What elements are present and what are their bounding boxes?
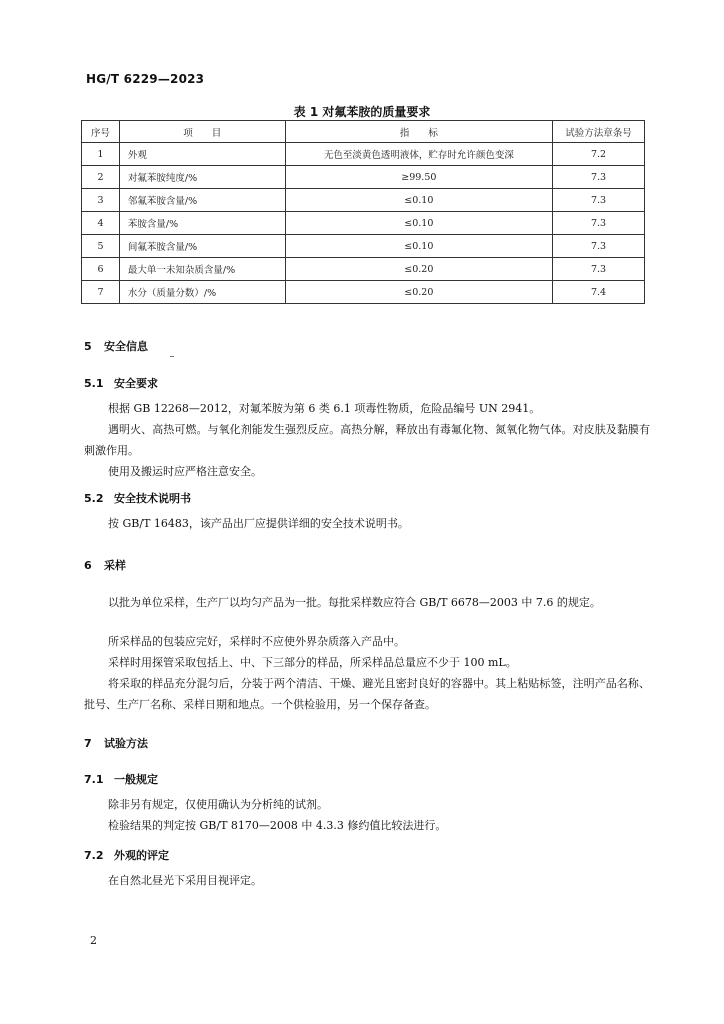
table-cell: 间氟苯胺含量/% bbox=[119, 235, 285, 258]
table-row bbox=[82, 258, 645, 281]
column-header: 序号 bbox=[82, 121, 120, 143]
column-header: 指 标 bbox=[285, 121, 553, 143]
section-title: 试验方法 bbox=[104, 737, 148, 750]
table-cell: 7.3 bbox=[553, 258, 645, 281]
paragraph: 除非另有规定，仅使用确认为分析纯的试剂。 bbox=[108, 798, 328, 811]
subsection-heading bbox=[84, 771, 158, 787]
section-number: 7 bbox=[84, 737, 92, 750]
quality-requirements-table bbox=[81, 120, 645, 304]
table-cell: 7.3 bbox=[553, 166, 645, 189]
section-title: 采样 bbox=[104, 559, 126, 572]
page-number: 2 bbox=[90, 934, 97, 947]
section-number: 5.1 bbox=[84, 377, 104, 390]
paragraph: 遇明火、高热可燃。与氧化剂能发生强烈反应。高热分解，释放出有毒氟化物、氮氧化物气体。对皮肤及黏膜有刺激作用。 bbox=[84, 423, 650, 457]
subsection-heading bbox=[84, 375, 158, 391]
table-cell: 最大单一未知杂质含量/% bbox=[119, 258, 285, 281]
table-cell: 3 bbox=[82, 189, 120, 212]
column-header: 项 目 bbox=[119, 121, 285, 143]
table-row bbox=[82, 235, 645, 258]
table-cell: 邻氟苯胺含量/% bbox=[119, 189, 285, 212]
table-cell: 7.3 bbox=[553, 235, 645, 258]
paragraph: 将采取的样品充分混匀后，分装于两个清洁、干燥、避光且密封良好的容器中。其上粘贴标签，注明产品名称、批号、生产厂名称、采样日期和地点。一个供检验用，另一个保存备查。 bbox=[84, 677, 650, 711]
table-cell: ≤0.20 bbox=[285, 258, 553, 281]
standard-code: HG/T 6229—2023 bbox=[86, 72, 205, 86]
table-cell: 外观 bbox=[119, 143, 285, 166]
section-title: 安全要求 bbox=[114, 377, 158, 390]
table-cell: ≤0.10 bbox=[285, 212, 553, 235]
table-row bbox=[82, 212, 645, 235]
table-cell: 对氟苯胺纯度/% bbox=[119, 166, 285, 189]
table-cell: 水分（质量分数）/% bbox=[119, 281, 285, 304]
table-cell: 7.3 bbox=[553, 212, 645, 235]
section-title: 安全信息 bbox=[104, 340, 148, 353]
paragraph: 以批为单位采样，生产厂以均匀产品为一批。每批采样数应符合 GB/T 6678—2003 中 7.6 的规定。 bbox=[108, 596, 601, 609]
section-number: 5 bbox=[84, 340, 92, 353]
section-number: 7.2 bbox=[84, 849, 104, 862]
table-cell: 5 bbox=[82, 235, 120, 258]
section-title: 外观的评定 bbox=[114, 849, 169, 862]
table-cell: 4 bbox=[82, 212, 120, 235]
table-cell: 6 bbox=[82, 258, 120, 281]
table-cell: 1 bbox=[82, 143, 120, 166]
paragraph: 在自然北昼光下采用目视评定。 bbox=[108, 874, 262, 887]
paragraph: 检验结果的判定按 GB/T 8170—2008 中 4.3.3 修约值比较法进行。 bbox=[108, 819, 447, 832]
table-cell: ≤0.20 bbox=[285, 281, 553, 304]
table-cell: 7 bbox=[82, 281, 120, 304]
section-number: 5.2 bbox=[84, 492, 104, 505]
table-header-row bbox=[82, 121, 645, 143]
subsection-heading bbox=[84, 847, 169, 863]
table-cell: ≤0.10 bbox=[285, 189, 553, 212]
table-row bbox=[82, 281, 645, 304]
paragraph: 采样时用探管采取包括上、中、下三部分的样品，所采样品总量应不少于 100 mL。 bbox=[108, 656, 517, 669]
table-cell: 7.2 bbox=[553, 143, 645, 166]
table-cell: 无色至淡黄色透明液体，贮存时允许颜色变深 bbox=[285, 143, 553, 166]
column-header: 试验方法章条号 bbox=[553, 121, 645, 143]
scan-mark bbox=[170, 356, 174, 357]
section-heading bbox=[84, 557, 126, 573]
table-row bbox=[82, 189, 645, 212]
section-number: 6 bbox=[84, 559, 92, 572]
table-row bbox=[82, 143, 645, 166]
paragraph: 所采样品的包装应完好，采样时不应使外界杂质落入产品中。 bbox=[108, 635, 405, 648]
section-number: 7.1 bbox=[84, 773, 104, 786]
paragraph: 按 GB/T 16483，该产品出厂应提供详细的安全技术说明书。 bbox=[108, 517, 409, 530]
table-title: 表 1 对氟苯胺的质量要求 bbox=[293, 105, 431, 119]
paragraph: 根据 GB 12268—2012，对氟苯胺为第 6 类 6.1 项毒性物质，危险品编号 UN 2941。 bbox=[108, 402, 541, 415]
table-row bbox=[82, 166, 645, 189]
section-heading bbox=[84, 338, 148, 354]
table-cell: ≥99.50 bbox=[285, 166, 553, 189]
paragraph: 使用及搬运时应严格注意安全。 bbox=[108, 465, 262, 478]
section-title: 一般规定 bbox=[114, 773, 158, 786]
section-heading bbox=[84, 735, 148, 751]
table-cell: 7.4 bbox=[553, 281, 645, 304]
table-cell: ≤0.10 bbox=[285, 235, 553, 258]
table-cell: 7.3 bbox=[553, 189, 645, 212]
section-title: 安全技术说明书 bbox=[114, 492, 191, 505]
subsection-heading bbox=[84, 490, 191, 506]
table-cell: 苯胺含量/% bbox=[119, 212, 285, 235]
table-cell: 2 bbox=[82, 166, 120, 189]
